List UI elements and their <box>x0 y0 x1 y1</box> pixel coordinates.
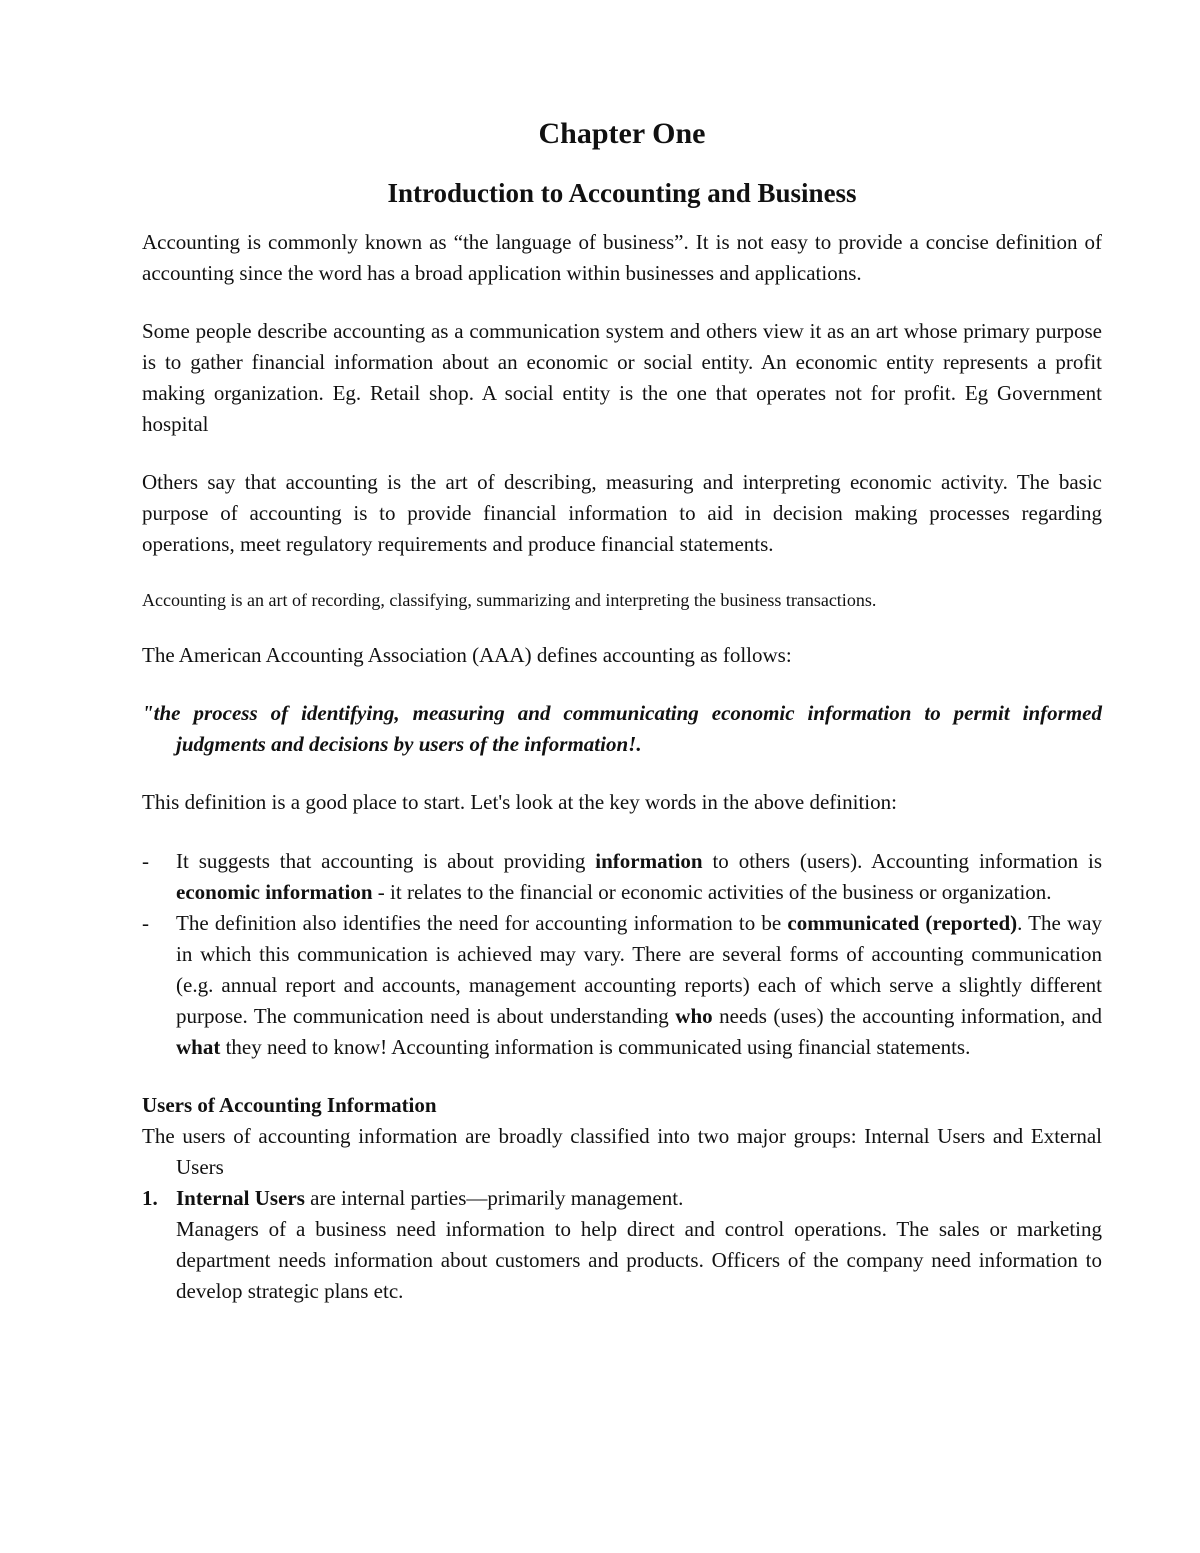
chapter-title: Chapter One <box>538 117 706 150</box>
paragraph-aaa-intro: The American Accounting Association (AAA) defines accounting as follows: <box>142 643 792 667</box>
keyword-who: who <box>675 1004 713 1028</box>
chapter-subtitle: Introduction to Accounting and Business <box>387 178 857 208</box>
keyword-communicated: communicated (reported) <box>787 911 1018 935</box>
paragraph-communication-system: Some people describe accounting as a communication system and others view it as an art whose primary purpose is to gather financial information about an economic or social entity. An economic entity represents a profit making organization. Eg. Retail shop. A social entity is the one that operates not for profit. Eg Government hospital <box>142 319 1102 436</box>
key-words-list <box>142 846 1102 1063</box>
keyword-what: what <box>176 1035 221 1059</box>
aaa-definition-quote: "the process of identifying, measuring and communicating economic information to permit informed judgments and decisions by users of the information!. <box>142 701 1102 756</box>
list-item: - The definition also identifies the need for accounting information to be communicated (reported). The way in which this communication is achieved may vary. There are several forms of accounting communication (e.g. annual report and accounts, management accounting reports) each of which serve a slightly different purpose. The communication need is about understanding who needs (uses) the accounting information, and what they need to know! Accounting information is communicated using financial statements. <box>142 908 1102 1063</box>
numbered-item-internal-users: 1. Internal Users are internal parties—primarily management. <box>142 1183 1102 1214</box>
paragraph-art-of-describing: Others say that accounting is the art of describing, measuring and interpreting economic activity. The basic purpose of accounting is to provide financial information to aid in decision making processes regarding operations, meet regulatory requirements and produce financial statements. <box>142 470 1102 556</box>
paragraph-key-words: This definition is a good place to start. Let's look at the key words in the above definition: <box>142 790 897 814</box>
paragraph-language-of-business: Accounting is commonly known as “the language of business”. It is not easy to provide a concise definition of accounting since the word has a broad application within businesses and applications. <box>142 230 1102 285</box>
bullet-dash: - <box>142 849 149 873</box>
document-page <box>142 110 1102 1307</box>
paragraph-internal-users-detail: Managers of a business need information to help direct and control operations. The sales or marketing department needs information about customers and products. Officers of the company need information to develop strategic plans etc. <box>176 1217 1102 1303</box>
keyword-economic-information: economic information <box>176 880 373 904</box>
keyword-internal-users: Internal Users <box>176 1186 305 1210</box>
list-item: - It suggests that accounting is about providing information to others (users). Accounting information is economic information - it relates to the financial or economic activities of the business or organization. <box>142 846 1102 908</box>
section-heading-users: Users of Accounting Information <box>142 1093 437 1117</box>
bullet-dash: - <box>142 911 149 935</box>
paragraph-art-of-recording: Accounting is an art of recording, classifying, summarizing and interpreting the business transactions. <box>142 590 877 610</box>
item-number: 1. <box>142 1186 158 1210</box>
paragraph-users-intro: The users of accounting information are broadly classified into two major groups: Internal Users and External Users <box>142 1124 1102 1179</box>
keyword-information: information <box>595 849 703 873</box>
